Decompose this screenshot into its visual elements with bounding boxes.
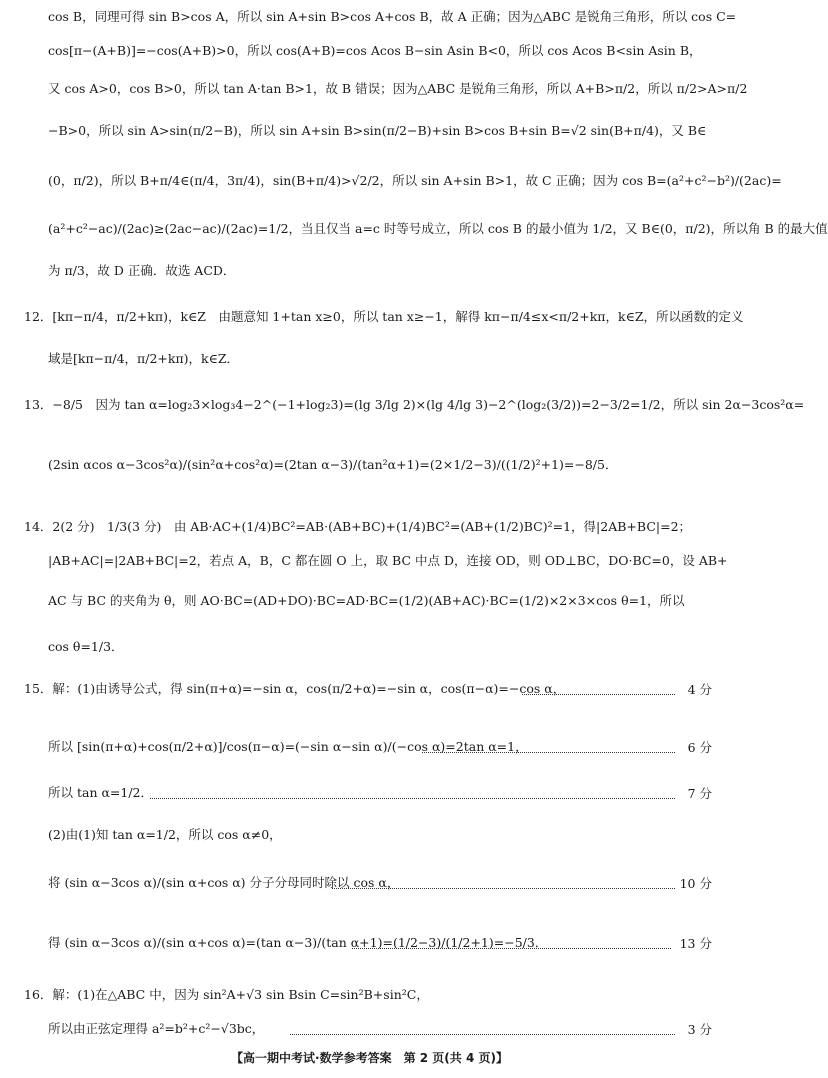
- q11-line: 又 cos A>0，cos B>0，所以 tan A·tan B>1，故 B 错误；因为△ABC 是锐角三角形，所以 A+B>π/2，所以 π/2>A>π/2: [48, 81, 748, 96]
- score-label: 10 分: [679, 876, 712, 891]
- q11-line: cos B，同理可得 sin B>cos A，所以 sin A+sin B>cos A+cos B，故 A 正确；因为△ABC 是锐角三角形，所以 cos C=: [48, 9, 737, 24]
- q13-line: 13．−8/5 因为 tan α=log₂3×log₃4−2^(−1+log₂3)=(lg 3/lg 2)×(lg 4/lg 3)−2^(log₂(3/2))=2−3/2=1/2，所以 sin 2α−3cos²α=: [24, 397, 805, 412]
- leader-dots: [332, 888, 675, 889]
- score-label: 3 分: [687, 1022, 712, 1037]
- q15-line: 得 (sin α−3cos α)/(sin α+cos α)=(tan α−3)/(tan α+1)=(1/2−3)/(1/2+1)=−5/3．: [48, 935, 548, 950]
- score-label: 6 分: [687, 740, 712, 755]
- q12-line: 域是[kπ−π/4，π/2+kπ)，k∈Z．: [48, 351, 240, 366]
- q11-line: 为 π/3，故 D 正确．故选 ACD．: [48, 263, 236, 278]
- q14-line: AC 与 BC 的夹角为 θ，则 AO·BC=(AD+DO)·BC=AD·BC=(1/2)(AB+AC)·BC=(1/2)×2×3×cos θ=1，所以: [48, 593, 685, 608]
- leader-dots: [422, 752, 675, 753]
- leader-dots: [150, 798, 675, 799]
- q11-line: −B>0，所以 sin A>sin(π/2−B)，所以 sin A+sin B>sin(π/2−B)+sin B>cos B+sin B=√2 sin(B+π/4)，又 B∈: [48, 123, 707, 138]
- q15-line: 所以 tan α=1/2．: [48, 785, 154, 800]
- q15-line: (2)由(1)知 tan α=1/2，所以 cos α≠0，: [48, 827, 282, 842]
- q14-line: 14．2(2 分) 1/3(3 分) 由 AB·AC+(1/4)BC²=AB·(AB+BC)+(1/4)BC²=(AB+(1/2)BC)²=1，得|2AB+BC|=2；: [24, 519, 692, 534]
- score-label: 4 分: [687, 682, 712, 697]
- q11-line: cos[π−(A+B)]=−cos(A+B)>0，所以 cos(A+B)=cos Acos B−sin Asin B<0，所以 cos Acos B<sin Asin B，: [48, 43, 702, 58]
- score-label: 13 分: [679, 936, 712, 951]
- q16-line: 16．解：(1)在△ABC 中，因为 sin²A+√3 sin Bsin C=sin²B+sin²C，: [24, 987, 429, 1002]
- q15-line: 所以 [sin(π+α)+cos(π/2+α)]/cos(π−α)=(−sin α−sin α)/(−cos α)=2tan α=1，: [48, 739, 528, 754]
- q15-line: 15．解：(1)由诱导公式，得 sin(π+α)=−sin α，cos(π/2+α)=−sin α，cos(π−α)=−cos α，: [24, 681, 566, 696]
- q14-line: cos θ=1/3．: [48, 639, 124, 654]
- q11-line: (a²+c²−ac)/(2ac)≥(2ac−ac)/(2ac)=1/2，当且仅当 a=c 时等号成立，所以 cos B 的最小值为 1/2，又 B∈(0，π/2)，所以角 B 的最大值: [48, 221, 828, 236]
- q12-line: 12．[kπ−π/4，π/2+kπ)，k∈Z 由题意知 1+tan x≥0，所以 tan x≥−1，解得 kπ−π/4≤x<π/2+kπ，k∈Z，所以函数的定义: [24, 309, 744, 324]
- leader-dots: [352, 948, 671, 949]
- q11-line: (0，π/2)，所以 B+π/4∈(π/4，3π/4)，sin(B+π/4)>√2/2，所以 sin A+sin B>1，故 C 正确；因为 cos B=(a²+c²−b²)/(2ac)=: [48, 173, 782, 188]
- q15-line: 将 (sin α−3cos α)/(sin α+cos α) 分子分母同时除以 cos α，: [48, 875, 400, 890]
- score-label: 7 分: [687, 786, 712, 801]
- q14-line: |AB+AC|=|2AB+BC|=2，若点 A，B，C 都在圆 O 上，取 BC 中点 D，连接 OD，则 OD⊥BC，DO·BC=0，设 AB+: [48, 553, 728, 568]
- q13-line: (2sin αcos α−3cos²α)/(sin²α+cos²α)=(2tan α−3)/(tan²α+1)=(2×1/2−3)/((1/2)²+1)=−8/5．: [48, 457, 618, 472]
- leader-dots: [290, 1034, 675, 1035]
- page-footer: 【高一期中考试·数学参考答案 第 2 页(共 4 页)】: [231, 1051, 508, 1065]
- q16-line: 所以由正弦定理得 a²=b²+c²−√3bc，: [48, 1021, 265, 1036]
- leader-dots: [522, 694, 675, 695]
